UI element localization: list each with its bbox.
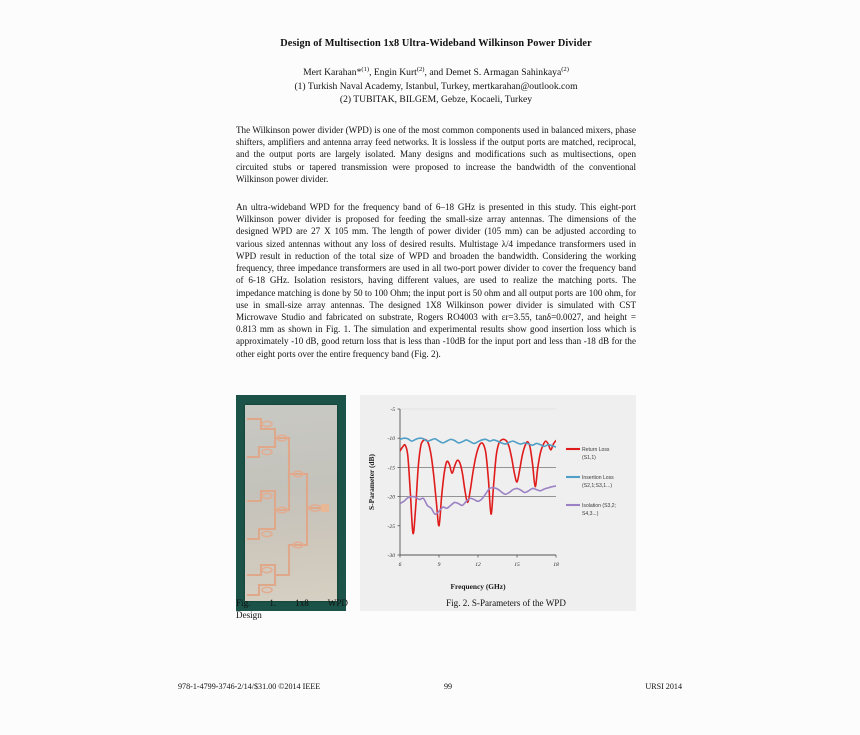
pcb-board — [245, 405, 337, 601]
author-1-name: Mert Karahan* — [303, 67, 362, 79]
fig1-word-2: 1x8 — [295, 598, 309, 608]
author-3-name: Demet S. Armagan Sahinkaya — [445, 67, 562, 79]
svg-text:Insertion Loss: Insertion Loss — [582, 475, 614, 481]
fig1-word-3: WPD — [327, 598, 348, 608]
page-footer — [178, 682, 682, 691]
fig1-word-0: Fig. — [236, 598, 251, 608]
svg-text:-10: -10 — [387, 436, 395, 443]
fig1-caption-line2: Design — [236, 609, 262, 620]
s-parameter-plot — [360, 395, 636, 611]
figure-1-caption — [236, 598, 348, 622]
pcb-traces — [245, 405, 337, 601]
svg-text:12: 12 — [475, 562, 481, 568]
svg-text:Isolation (S3,2;: Isolation (S3,2; — [582, 503, 616, 509]
authors-line: Mert Karahan*$^{(1)}$, Engin Kurt$^{(2)}$, and Demet S. Armagan Sahinkaya$^{(2)}$ — [303, 65, 569, 79]
svg-text:-25: -25 — [387, 523, 395, 530]
author-3-sup: (2) — [561, 65, 569, 73]
svg-text:S-Parameter (dB): S-Parameter (dB) — [367, 454, 376, 510]
svg-text:(S1,1): (S1,1) — [582, 455, 596, 461]
author-2-sup: (2) — [416, 65, 425, 73]
footer-page-number: 99 — [443, 682, 453, 691]
author-1-sup: (1) — [361, 65, 370, 73]
svg-text:15: 15 — [514, 562, 520, 568]
affiliation-2: (2) TUBITAK, BILGEM, Gebze, Kocaeli, Turkey — [339, 94, 533, 106]
svg-text:9: 9 — [437, 562, 441, 568]
figure-1-photo — [236, 395, 346, 611]
figure-2-caption: Fig. 2. S-Parameters of the WPD — [446, 598, 566, 608]
svg-text:18: 18 — [553, 562, 559, 568]
fig1-word-1: 1. — [269, 598, 277, 608]
author-2-name: Engin Kurt — [373, 67, 417, 79]
svg-text:Return Loss: Return Loss — [582, 447, 610, 453]
figures-row — [236, 395, 636, 613]
svg-text:(S2,1;S3,1...): (S2,1;S3,1...) — [582, 483, 613, 489]
author-block — [236, 65, 636, 107]
svg-text:S4,3...): S4,3...) — [582, 511, 599, 517]
svg-text:-20: -20 — [387, 494, 395, 501]
paragraph-2: An ultra-wideband WPD for the frequency band of 6–18 GHz is presented in this study. This eight-port Wilkinson power divider is proposed for feeding the small-size array antennas. The dimensions of the designed WPD are 27 X 105 mm. The length of power divider (105 mm) can be adjusted according to various sized antennas without any loss of desired results. Multistage λ/4 impedance transformers used in WPD result in reduction of the total size of WPD and broaden the bandwidth. Considering the working frequency, three impedance transformers are used in all two-port power divider to cover the frequency band of 6-18 GHz. Isolation resistors, having different values, are used to realize the matching ports. The impedance matching is done by 50 to 100 Ohm; the input port is 50 ohm and all output ports are 100 ohm, for use in small-size array antennas. The designed 1X8 Wilkinson power divider is simulated with CST Microwave Studio and fabricated on substrate, Rogers RO4003 with εr=3.55, tanδ=0.0027, and height = 0.813 mm as shown in Fig. 1. The simulation and experimental results show good insertion loss which is approximately -10 dB, good return loss that is less than -10dB for the input port and less than -18 dB for the other eight ports over the entire frequency band (Fig. 2). — [236, 201, 636, 359]
paragraph-1: The Wilkinson power divider (WPD) is one of the most common components used in balanced mixers, phase shifters, amplifiers and antenna array feed networks. It is lossless if the output ports are matched, reciprocal, and the output ports are largely isolated. Many designs and modifications such as multisections, open circuited stubs or tapered transmission were proposed to increase the bandwidth of the conventional Wilkinson power divider. — [236, 124, 636, 184]
affiliation-1: (1) Turkish Naval Academy, Istanbul, Turkey, mertkarahan@outlook.com — [294, 80, 578, 92]
svg-text:Frequency (GHz): Frequency (GHz) — [450, 582, 506, 591]
svg-text:-5: -5 — [390, 407, 395, 413]
figure-2-chart — [360, 395, 636, 611]
page-title: Design of Multisection 1x8 Ultra-Wideband Wilkinson Power Divider — [280, 38, 592, 49]
footer-copyright: 978-1-4799-3746-2/14/$31.00 ©2014 IEEE — [178, 682, 321, 691]
svg-text:-30: -30 — [387, 553, 395, 559]
footer-conference: URSI 2014 — [645, 682, 682, 691]
svg-text:6: 6 — [398, 562, 402, 568]
svg-text:-15: -15 — [387, 465, 395, 472]
paper-content — [236, 0, 636, 360]
